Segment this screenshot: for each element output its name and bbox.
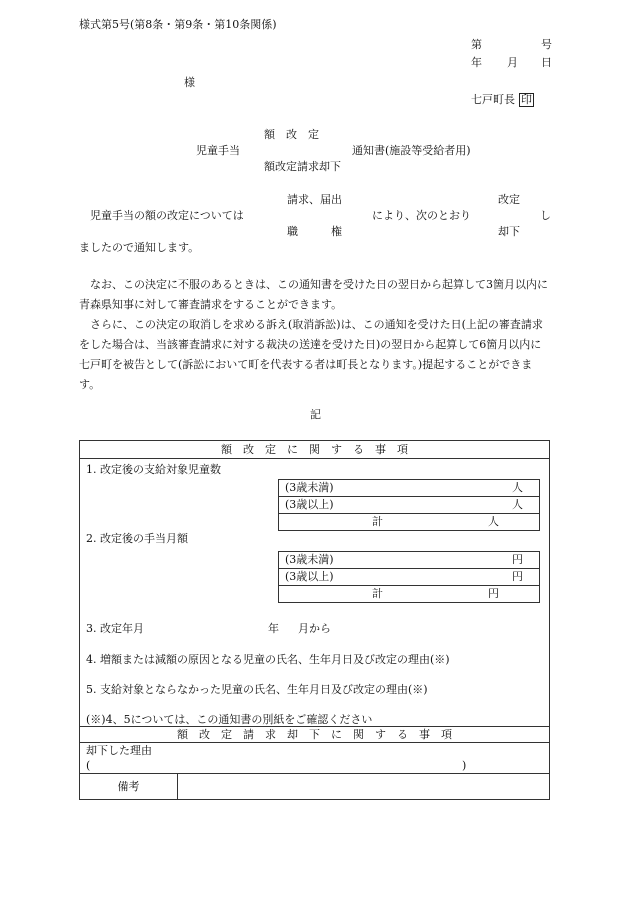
amount-row-under3 bbox=[279, 552, 539, 569]
option-kaitei: 改定 bbox=[498, 193, 520, 206]
date-day: 日 bbox=[541, 56, 552, 69]
body-shi: し bbox=[540, 209, 551, 222]
children-row-under3 bbox=[279, 480, 539, 497]
children-row-total bbox=[279, 514, 539, 530]
date-month: 月 bbox=[507, 56, 518, 69]
table-header-kaitei: 額 改 定 に 関 す る 事 項 bbox=[221, 443, 408, 456]
issuer-name: 七戸町長 bbox=[471, 93, 515, 106]
children-total-unit: 人 bbox=[488, 515, 499, 528]
amount-row-total bbox=[279, 586, 539, 602]
issuer bbox=[471, 93, 534, 107]
number-go: 号 bbox=[541, 38, 552, 51]
body-middle: により、次のとおり bbox=[372, 209, 471, 222]
body-line2: ましたので通知します。 bbox=[79, 241, 200, 254]
details-table bbox=[79, 440, 550, 800]
body-lead: 児童手当の額の改定については bbox=[90, 209, 244, 222]
divider bbox=[80, 458, 549, 459]
item3-from: 月から bbox=[298, 622, 331, 635]
divider bbox=[80, 773, 549, 774]
children-over3-unit: 人 bbox=[512, 498, 523, 511]
amount-total-unit: 円 bbox=[488, 587, 499, 600]
item-monthly-amount: 2. 改定後の手当月額 bbox=[86, 532, 188, 545]
amount-box bbox=[278, 551, 540, 603]
option-shokken: 職 権 bbox=[287, 225, 342, 238]
paren-close: ) bbox=[462, 759, 467, 772]
form-number: 様式第5号(第8条・第9条・第10条関係) bbox=[79, 18, 277, 31]
children-under3-label: (3歳未満) bbox=[285, 481, 334, 494]
paragraph-appeal: なお、この決定に不服のあるときは、この通知書を受けた日の翌日から起算して3箇月以内に青森県知事に対して審査請求をすることができます。 bbox=[79, 278, 548, 311]
children-total-label: 計 bbox=[372, 515, 383, 528]
option-kyakka: 却下 bbox=[498, 225, 520, 238]
ki-label: 記 bbox=[310, 408, 321, 421]
item-children-count: 1. 改定後の支給対象児童数 bbox=[86, 463, 221, 476]
children-over3-label: (3歳以上) bbox=[285, 498, 334, 511]
divider bbox=[80, 742, 549, 743]
amount-over3-label: (3歳以上) bbox=[285, 570, 334, 583]
remarks-label: 備考 bbox=[117, 780, 140, 793]
title-right: 通知書(施設等受給者用) bbox=[352, 144, 471, 157]
children-row-over3 bbox=[279, 497, 539, 514]
rejection-reason-label: 却下した理由 bbox=[86, 744, 152, 757]
amount-under3-unit: 円 bbox=[512, 553, 523, 566]
item-increase-reason: 4. 増額または減額の原因となる児童の氏名、生年月日及び改定の理由(※) bbox=[86, 653, 450, 666]
amount-total-label: 計 bbox=[372, 587, 383, 600]
date-year: 年 bbox=[471, 56, 482, 69]
item-ineligible-reason: 5. 支給対象とならなかった児童の氏名、生年月日及び改定の理由(※) bbox=[86, 683, 428, 696]
addressee-sama: 様 bbox=[184, 76, 195, 89]
note-attachment: (※)4、5については、この通知書の別紙をご確認ください bbox=[86, 713, 373, 726]
title-option-1: 額 改 定 bbox=[264, 128, 319, 141]
seal-stamp: 印 bbox=[521, 93, 532, 106]
paragraph-lawsuit: さらに、この決定の取消しを求める訴え(取消訴訟)は、この通知を受けた日(上記の審査請求をした場合は、当該審査請求に対する裁決の送達を受けた日)の翌日から起算して6箇月以内に七戸町を被告として(訴訟において町を代表する者は町長となります。)提起することができます。 bbox=[79, 318, 543, 391]
number-dai: 第 bbox=[471, 38, 482, 51]
amount-row-over3 bbox=[279, 569, 539, 586]
amount-over3-unit: 円 bbox=[512, 570, 523, 583]
title-left: 児童手当 bbox=[196, 144, 240, 157]
children-count-box bbox=[278, 479, 540, 531]
title-option-2: 額改定請求却下 bbox=[264, 160, 341, 173]
table-header-rejection: 額 改 定 請 求 却 下 に 関 す る 事 項 bbox=[177, 728, 452, 741]
option-request: 請求、届出 bbox=[287, 193, 342, 206]
remarks-divider bbox=[177, 773, 178, 799]
children-under3-unit: 人 bbox=[512, 481, 523, 494]
item3-year: 年 bbox=[268, 622, 279, 635]
amount-under3-label: (3歳未満) bbox=[285, 553, 334, 566]
divider bbox=[80, 726, 549, 727]
paren-open: ( bbox=[86, 759, 91, 772]
item-revision-month: 3. 改定年月 bbox=[86, 622, 144, 635]
